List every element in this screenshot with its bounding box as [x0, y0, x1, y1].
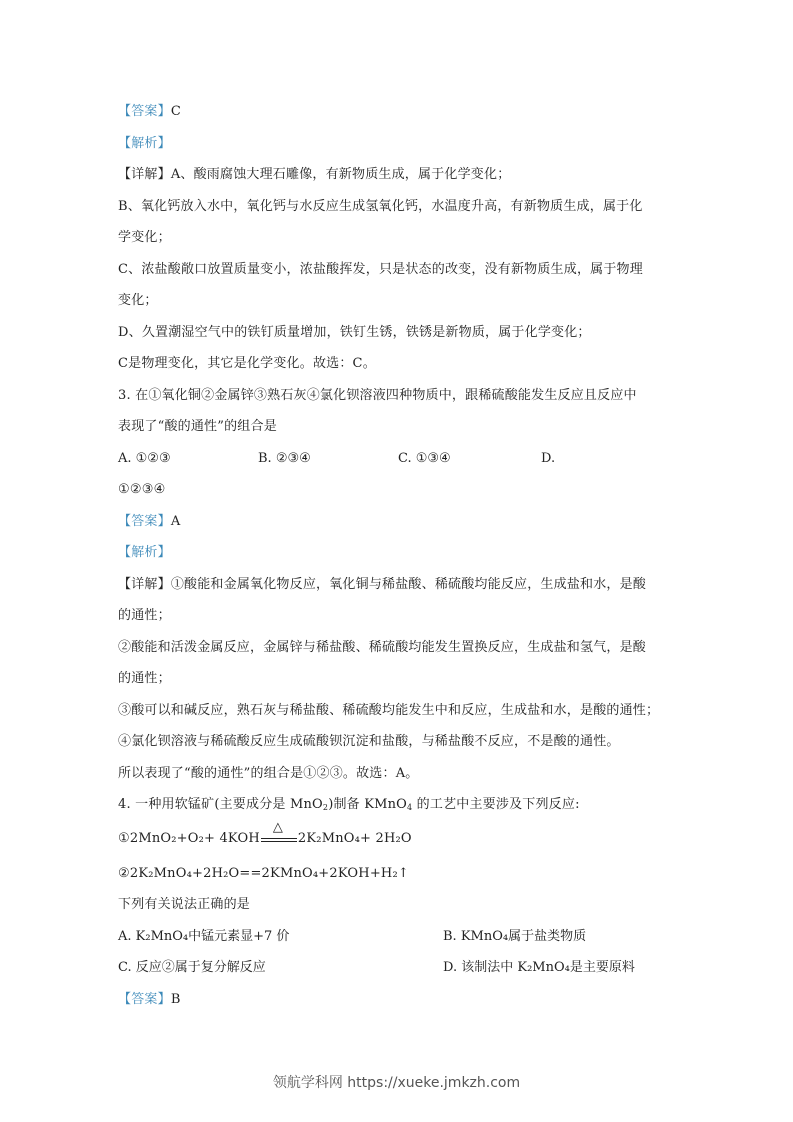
answer-value: B	[170, 992, 181, 1007]
answer-value: C	[170, 104, 181, 119]
q3-answer-line	[118, 514, 180, 530]
q2-conclusion: C是物理变化，其它是化学变化。故选：C。	[118, 356, 376, 371]
q3-line-2: ②酸能和活泼金属反应，金属锌与稀盐酸、稀硫酸均能发生置换反应，生成盐和氢气，是酸	[118, 640, 647, 655]
answer-value: A	[170, 514, 181, 529]
answer-label: 【答案】	[118, 992, 171, 1007]
q4-option-c: C. 反应②属于复分解反应	[118, 960, 266, 975]
q4-option-a: A. K₂MnO₄中锰元素显+7 价	[118, 929, 290, 944]
q3-detail-line: 【详解】①酸能和金属氧化物反应，氧化铜与稀盐酸、稀硫酸均能反应，生成盐和水，是酸	[118, 577, 647, 592]
q3-stem-line2: 表现了“酸的通性”的组合是	[118, 419, 277, 434]
q3-stem-line1: 3. 在①氧化铜②金属锌③熟石灰④氯化钡溶液四种物质中，跟稀硫酸能发生反应且反应中	[118, 388, 637, 403]
detail-label: 【详解】	[118, 577, 171, 592]
q2-line-b: B、氧化钙放入水中，氧化钙与水反应生成氢氧化钙，水温度升高，有新物质生成，属于化	[118, 199, 643, 214]
q4-stem: 4. 一种用软锰矿(主要成分是 MnO$_2$)制备 KMnO$_4$ 的工艺中主要涉及下列反应:	[118, 797, 580, 812]
heat-condition-equals	[261, 820, 297, 845]
q3-line-4: ④氯化钡溶液与稀硫酸反应生成硫酸钡沉淀和盐酸，与稀盐酸不反应，不是酸的通性。	[118, 734, 620, 749]
document-page: 【答案】C 【解析】 【详解】A、酸雨腐蚀大理石雕像，有新物质生成，属于化学变化； B、氧化钙放入水中，氧化钙与水反应生成氢氧化钙，水温度升高，有新物质生成，属于化 学变化； C、浓盐酸敞口放置质量变小，浓盐酸挥发，只是状态的改变，没有新物质生成，属于物理 变化； D、久置潮湿空气中的铁钉质量增加，铁钉生锈，铁锈是新物质，属于化学变化； C是物理变化，其它是化学变化。故选：C。 3. 在①氧化铜②金属锌③熟石灰④氯化钡溶液四种物质中，跟稀硫酸能发生反应且反应中 表现了“酸的通性”的组合是 A. ①②③ B. ②③④ C. ①③④ D. ①②③④ 【答案】A 【解析】 【详解】①酸能和金属氧化物反应，氧化铜与稀盐酸、稀硫酸均能反应，生成盐和水，是酸 的通性； ②酸能和活泼金属反应，金属锌与稀盐酸、稀硫酸均能发生置换反应，生成盐和氢气，是酸 的通性； ③酸可以和碱反应，熟石灰与稀盐酸、稀硫酸均能发生中和反应，生成盐和水，是酸的通性； ④氯化钡溶液与稀硫酸反应生成硫酸钡沉淀和盐酸，与稀盐酸不反应，不是酸的通性。 所以表现了“酸的通性”的组合是①②③。故选：A。 4. 一种用软锰矿(主要成分是 MnO$_2$)制备 KMnO$_4$ 的工艺中主要涉及下列反应: ①2MnO₂+O₂+ 4KOH △ 2K₂MnO₄+ 2H₂O ②2K₂MnO₄+2H₂O==2KMnO₄+2KOH+H₂↑ 下列有关说法正确的是 A. K₂MnO₄中锰元素显+7 价 B. KMnO₄属于盐类物质 C. 反应②属于复分解反应 D. 该制法中 K₂MnO₄是主要原料 【答案】B 领航学科网 https://xueke.jmkzh.com	[0, 0, 793, 1122]
q4-answer-line	[118, 992, 181, 1008]
q2-answer-line	[118, 104, 181, 120]
analysis-label: 【解析】	[118, 136, 171, 151]
q3-line-2-cont: 的通性；	[118, 671, 171, 686]
q3-option-a: A. ①②③	[118, 451, 171, 466]
detail-label: 【详解】	[118, 167, 171, 182]
q3-option-b: B. ②③④	[258, 451, 311, 466]
q2-line-c: C、浓盐酸敞口放置质量变小，浓盐酸挥发，只是状态的改变，没有新物质生成，属于物理	[118, 262, 643, 277]
analysis-label: 【解析】	[118, 545, 171, 560]
footer-watermark: 领航学科网 https://xueke.jmkzh.com	[272, 1075, 521, 1091]
q3-line-1-cont: 的通性；	[118, 608, 171, 623]
q4-equation-1: ①2MnO₂+O₂+ 4KOH △ 2K₂MnO₄+ 2H₂O	[118, 820, 412, 846]
q3-option-c: C. ①③④	[398, 451, 451, 466]
answer-label: 【答案】	[118, 104, 171, 119]
q2-line-b-cont: 学变化；	[118, 230, 171, 245]
q4-equation-2: ②2K₂MnO₄+2H₂O==2KMnO₄+2KOH+H₂↑	[118, 866, 409, 881]
q3-option-d-value: ①②③④	[118, 482, 166, 497]
delta-icon: △	[272, 820, 284, 835]
q2-line-d: D、久置潮湿空气中的铁钉质量增加，铁钉生锈，铁锈是新物质，属于化学变化；	[118, 325, 591, 340]
q3-line-3: ③酸可以和碱反应，熟石灰与稀盐酸、稀硫酸均能发生中和反应，生成盐和水，是酸的通性；	[118, 703, 660, 718]
q2-detail-line: 【详解】A、酸雨腐蚀大理石雕像，有新物质生成，属于化学变化；	[118, 167, 511, 182]
q4-prompt: 下列有关说法正确的是	[118, 897, 251, 912]
q3-conclusion: 所以表现了“酸的通性”的组合是①②③。故选：A。	[118, 766, 419, 781]
q2-line-c-cont: 变化；	[118, 293, 158, 308]
answer-label: 【答案】	[118, 514, 171, 529]
q3-option-d: D.	[541, 451, 556, 466]
